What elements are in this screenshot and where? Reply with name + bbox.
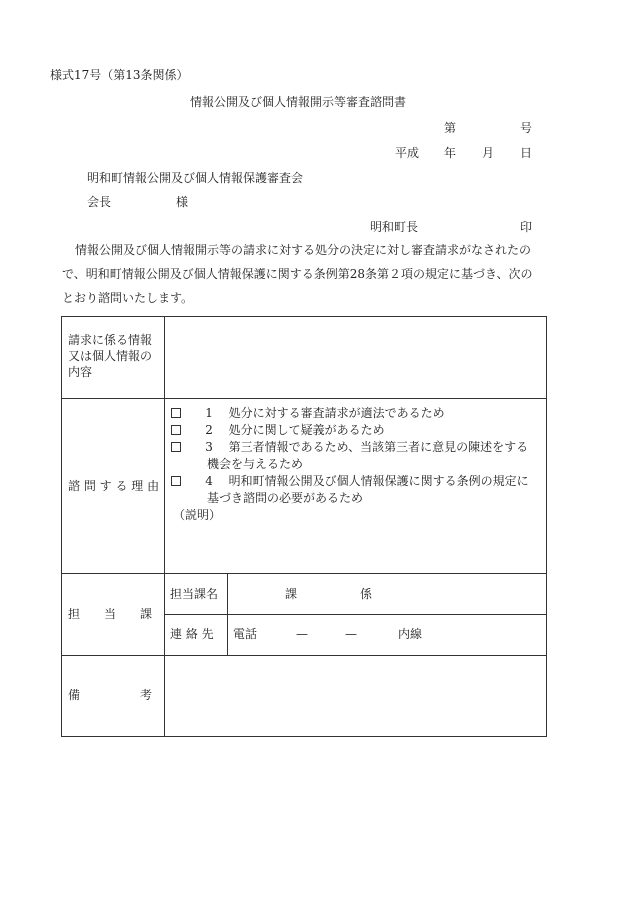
row3-label: 担 当 課 xyxy=(68,607,153,621)
reason-1-number: 1 xyxy=(205,406,213,420)
number-suffix: 号 xyxy=(520,121,533,135)
reason-1-checkbox[interactable] xyxy=(171,408,181,418)
addressee-council: 明和町情報公開及び個人情報保護審査会 xyxy=(87,171,304,185)
reason-3-number: 3 xyxy=(205,440,213,454)
column-divider xyxy=(164,316,165,737)
row4-label: 備 考 xyxy=(68,688,153,702)
phone-dash-2: — xyxy=(345,627,357,641)
reason-2 xyxy=(171,424,385,436)
date-era: 平成 xyxy=(395,146,420,160)
reason-3-text-line2: 機会を与えるため xyxy=(207,457,304,471)
addressee-chair: 会長 xyxy=(87,195,112,209)
addressee-honorific: 様 xyxy=(176,195,189,209)
form-number: 様式17号（第13条関係） xyxy=(50,68,189,82)
body-line-1: 情報公開及び個人情報開示等の請求に対する処分の決定に対し審査請求がなされたの xyxy=(75,243,532,257)
date-month: 月 xyxy=(482,146,495,160)
row-divider xyxy=(61,573,547,574)
phone-label: 電話 xyxy=(233,627,258,641)
row2-label: 諮 問 す る 理 由 xyxy=(68,479,160,493)
reason-2-number: 2 xyxy=(205,423,213,437)
reason-2-checkbox[interactable] xyxy=(171,425,181,435)
explanation-label: （説明） xyxy=(173,508,222,522)
dept-name-label: 担当課名 xyxy=(170,587,219,601)
document-title: 情報公開及び個人情報開示等審査諮問書 xyxy=(190,95,407,109)
reason-3 xyxy=(171,441,528,453)
body-line-2: で、明和町情報公開及び個人情報保護に関する条例第28条第２項の規定に基づき、次の xyxy=(62,267,533,281)
body-line-3: とおり諮問いたします。 xyxy=(62,291,194,305)
inquiry-table xyxy=(61,316,547,737)
row1-label-line3: 内容 xyxy=(68,365,93,379)
column-divider xyxy=(227,573,228,655)
dept-ka: 課 xyxy=(285,587,298,601)
row-divider xyxy=(61,398,547,399)
reason-4-text-line1: 明和町情報公開及び個人情報保護に関する条例の規定に xyxy=(228,474,529,488)
row-divider xyxy=(164,614,547,615)
reason-4-text-line2: 基づき諮問の必要があるため xyxy=(207,491,364,505)
reason-3-checkbox[interactable] xyxy=(171,442,181,452)
phone-dash-1: — xyxy=(296,627,308,641)
dept-kakari: 係 xyxy=(360,587,373,601)
date-year: 年 xyxy=(444,146,457,160)
date-day: 日 xyxy=(520,146,533,160)
reason-4 xyxy=(171,475,529,487)
reason-3-text-line1: 第三者情報であるため、当該第三者に意見の陳述をする xyxy=(228,440,529,454)
number-prefix: 第 xyxy=(444,121,457,135)
reason-1 xyxy=(171,407,445,419)
row1-label-line2: 又は個人情報の xyxy=(68,349,153,363)
reason-1-text: 処分に対する審査請求が適法であるため xyxy=(228,406,445,420)
row-divider xyxy=(61,655,547,656)
row1-label-line1: 請求に係る情報 xyxy=(68,333,153,347)
extension-label: 内線 xyxy=(398,627,423,641)
sender-name: 明和町長 xyxy=(370,220,419,234)
reason-4-checkbox[interactable] xyxy=(171,476,181,486)
sender-seal: 印 xyxy=(520,220,533,234)
reason-4-number: 4 xyxy=(205,474,213,488)
reason-2-text: 処分に関して疑義があるため xyxy=(228,423,385,437)
contact-label: 連 絡 先 xyxy=(170,627,214,641)
